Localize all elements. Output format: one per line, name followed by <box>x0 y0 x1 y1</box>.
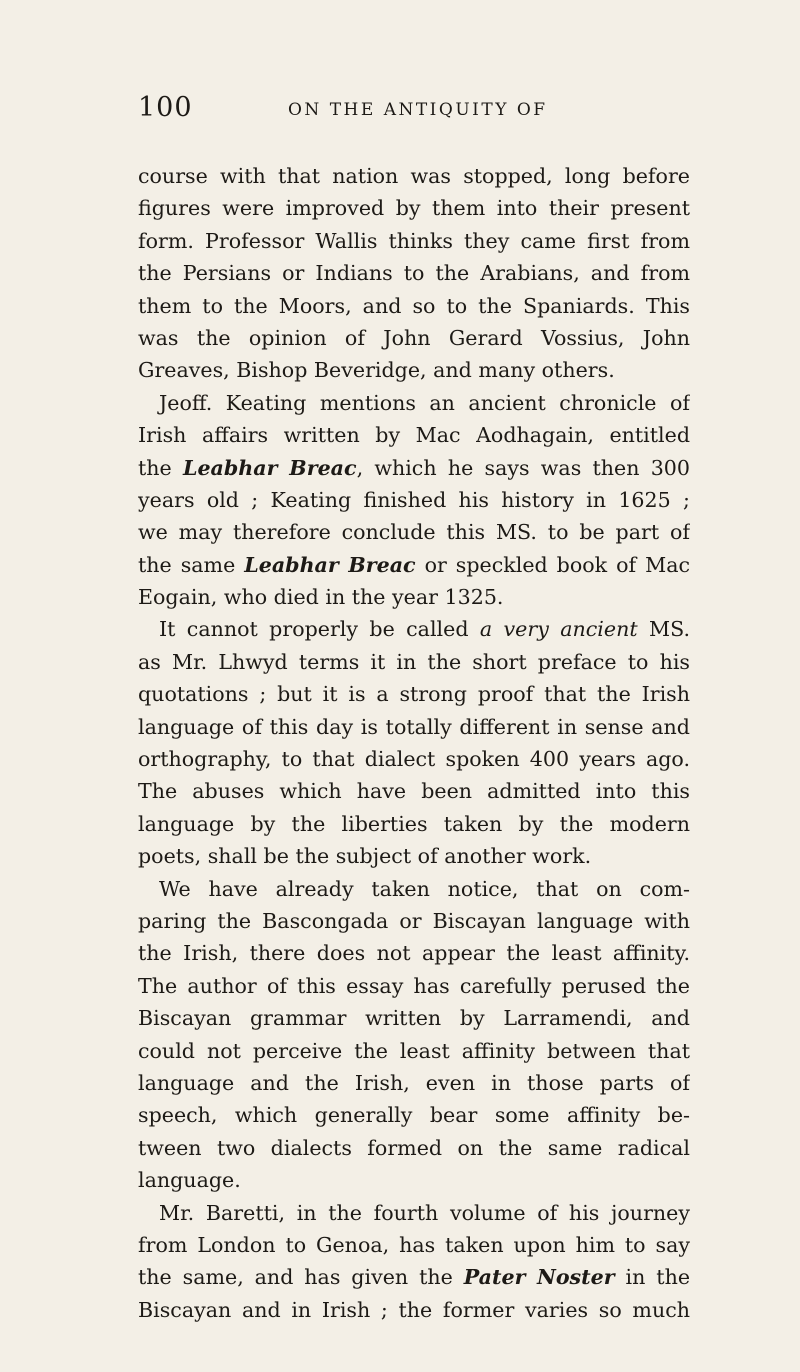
text-line: figures were improved by them into their present <box>138 196 690 221</box>
text-line: orthography, to that dialect spoken 400 years ago. <box>138 747 690 772</box>
text-line: language by the liberties taken by the modern <box>138 811 690 836</box>
text-run: , which he says was then 300 <box>356 455 690 480</box>
text-line: years old ; Keating finished his history in 1625 ; <box>138 487 690 512</box>
italic-title: Pater Noster <box>463 1265 615 1290</box>
text-line: could not perceive the least affinity between that <box>138 1038 690 1063</box>
text-line: Greaves, Bishop Beveridge, and many others. <box>138 358 615 383</box>
text-line: The abuses which have been admitted into this <box>138 779 690 804</box>
page-header <box>138 92 698 132</box>
text-line: Biscayan and in Irish ; the former varies so much <box>138 1297 690 1322</box>
text-line <box>138 613 690 645</box>
body-text <box>138 160 690 1326</box>
text-line: language and the Irish, even in those parts of <box>138 1070 690 1095</box>
text-run: It cannot properly be called <box>159 617 469 642</box>
text-line: speech, which generally bear some affinity be- <box>138 1103 690 1128</box>
italic-title: Leabhar Breac <box>244 552 416 577</box>
text-line: the Persians or Indians to the Arabians, and from <box>138 261 690 286</box>
page-number: 100 <box>138 92 193 123</box>
text-line: we may therefore conclude this MS. to be part of <box>138 520 690 545</box>
italic-phrase: a very ancient <box>479 617 638 642</box>
text-line: Irish affairs written by Mac Aodhagain, entitled <box>138 423 690 448</box>
text-run: in the <box>625 1265 690 1290</box>
text-line: from London to Genoa, has taken upon him to say <box>138 1232 690 1257</box>
text-run: the same, and has given the <box>138 1265 453 1290</box>
text-line: Eogain, who died in the year 1325. <box>138 585 504 610</box>
text-run: MS. <box>648 617 690 642</box>
text-line: The author of this essay has carefully perused the <box>138 973 690 998</box>
text-run: the same <box>138 552 236 577</box>
running-head: ON THE ANTIQUITY OF <box>288 100 548 120</box>
text-line: We have already taken notice, that on com- <box>159 876 690 901</box>
text-line <box>138 549 690 581</box>
text-line: language. <box>138 1168 241 1193</box>
text-line: poets, shall be the subject of another work. <box>138 844 592 869</box>
italic-title: Leabhar Breac <box>182 455 357 480</box>
text-line: form. Professor Wallis thinks they came first from <box>138 228 690 253</box>
text-line: them to the Moors, and so to the Spaniards. This <box>138 293 690 318</box>
text-line: tween two dialects formed on the same radical <box>138 1135 690 1160</box>
text-run: the <box>138 455 172 480</box>
text-line: Biscayan grammar written by Larramendi, and <box>138 1006 690 1031</box>
text-run: or speckled book of Mac <box>424 552 690 577</box>
text-line: Jeoff. Keating mentions an ancient chronicle of <box>159 390 690 415</box>
text-line: language of this day is totally different in sense and <box>138 714 690 739</box>
text-line: as Mr. Lhwyd terms it in the short preface to his <box>138 649 690 674</box>
text-line <box>138 452 690 484</box>
text-line: Mr. Baretti, in the fourth volume of his journey <box>159 1200 690 1225</box>
text-line: course with that nation was stopped, long before <box>138 164 690 188</box>
text-line <box>138 1261 690 1293</box>
text-line: the Irish, there does not appear the least affinity. <box>138 941 690 966</box>
text-line: paring the Bascongada or Biscayan language with <box>138 908 690 933</box>
text-line: was the opinion of John Gerard Vossius, John <box>138 325 690 350</box>
text-line: quotations ; but it is a strong proof that the Irish <box>138 682 690 707</box>
